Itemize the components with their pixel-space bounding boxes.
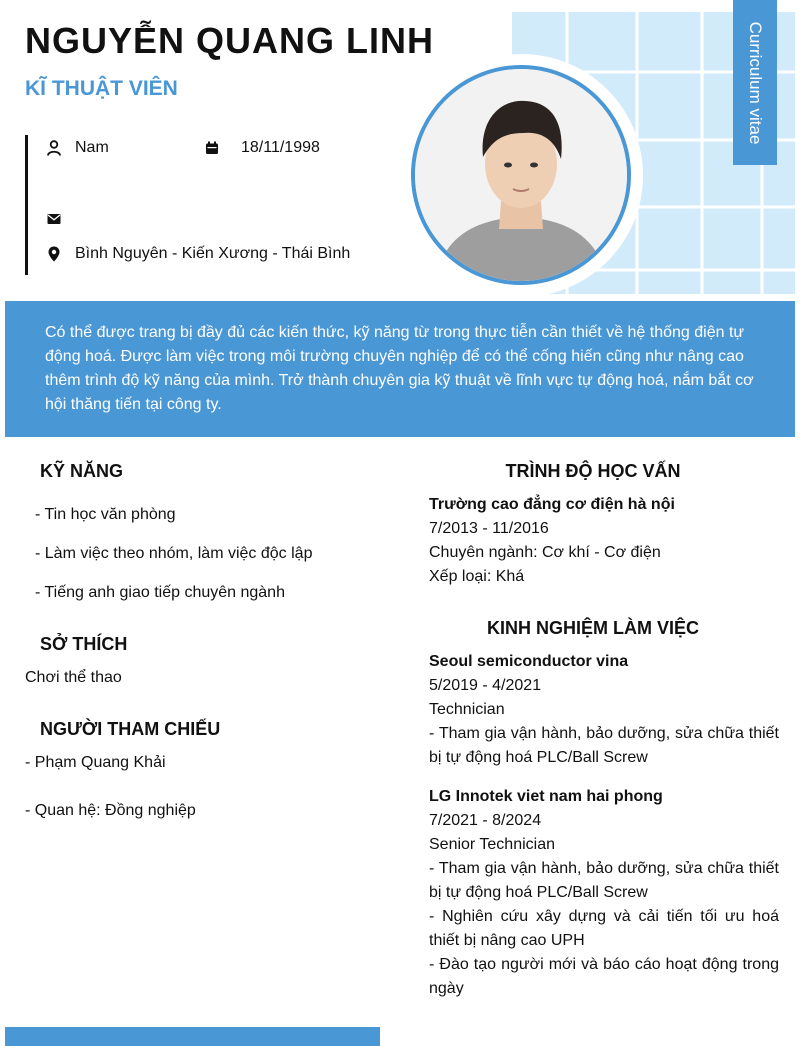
address-value: Bình Nguyên - Kiến Xương - Thái Bình — [75, 245, 351, 262]
job-duty: - Tham gia vận hành, bảo dưỡng, sửa chữa thiết bị tự động hoá PLC/Ball Screw — [429, 860, 779, 901]
job-period: 7/2021 - 8/2024 — [429, 812, 542, 829]
curriculum-vitae-label: Curriculum vitae — [746, 21, 765, 144]
education-school: Trường cao đẳng cơ điện hà nội — [429, 496, 675, 513]
job-duty: - Nghiên cứu xây dựng và cải tiến tối ưu hoá thiết bị nâng cao UPH — [429, 908, 779, 949]
calendar-icon — [203, 139, 221, 157]
hobbies-heading: SỞ THÍCH — [40, 634, 128, 654]
education-grade: Xếp loại: Khá — [429, 568, 525, 585]
skill-item: - Tiếng anh giao tiếp chuyên ngành — [35, 584, 285, 601]
birthdate-row — [203, 139, 320, 157]
reference-name: - Phạm Quang Khải — [25, 754, 166, 771]
curriculum-vitae-tab — [733, 0, 777, 165]
skill-item: - Làm việc theo nhóm, làm việc độc lập — [35, 545, 313, 562]
job-duty: - Đào tạo người mới và báo cáo hoạt động trong ngày — [429, 956, 779, 997]
map-pin-icon — [45, 245, 63, 263]
experience-heading: KINH NGHIỆM LÀM VIỆC — [486, 618, 699, 638]
email-row — [45, 210, 75, 228]
gender-row — [45, 139, 109, 157]
job-title: KĨ THUẬT VIÊN — [25, 77, 178, 100]
skills-heading: KỸ NĂNG — [40, 461, 124, 481]
profile-photo — [411, 65, 631, 285]
person-portrait-illustration — [415, 69, 627, 281]
education-heading: TRÌNH ĐỘ HỌC VẤN — [505, 461, 681, 481]
references-heading: NGƯỜI THAM CHIẾU — [40, 719, 221, 739]
info-divider — [25, 135, 28, 275]
hobbies-text: Chơi thể thao — [25, 669, 122, 686]
reference-relation: - Quan hệ: Đồng nghiệp — [25, 802, 196, 819]
gender-value: Nam — [75, 139, 109, 156]
career-objective-text: Có thể được trang bị đầy đủ các kiến thức, kỹ năng từ trong thực tiễn cần thiết về hệ thống điện tự động hoá. Được làm việc trong môi trường chuyên nghiệp để có thể cống hiến cũng như nâng cao thêm trình độ kỹ năng của mình. Trở thành chuyên gia kỹ thuật về lĩnh vực tự động hoá, nắm bắt cơ hội thăng tiến tại công ty. — [45, 324, 754, 413]
career-objective — [5, 301, 795, 437]
job-role: Senior Technician — [429, 836, 556, 853]
job-company: LG Innotek viet nam hai phong — [429, 788, 663, 805]
education-block — [429, 493, 779, 589]
person-icon — [45, 139, 63, 157]
job-duty: - Tham gia vận hành, bảo dưỡng, sửa chữa thiết bị tự động hoá PLC/Ball Screw — [429, 725, 779, 766]
job-entry — [429, 650, 779, 770]
education-period: 7/2013 - 11/2016 — [429, 520, 549, 537]
job-company: Seoul semiconductor vina — [429, 653, 629, 670]
skill-item: - Tin học văn phòng — [35, 506, 176, 523]
job-role: Technician — [429, 701, 505, 718]
job-entry — [429, 785, 779, 1001]
candidate-name: NGUYỄN QUANG LINH — [25, 20, 435, 61]
address-row — [45, 245, 350, 263]
envelope-icon — [45, 210, 63, 228]
birthdate-value: 18/11/1998 — [241, 139, 320, 156]
education-major: Chuyên ngành: Cơ khí - Cơ điện — [429, 544, 661, 561]
job-period: 5/2019 - 4/2021 — [429, 677, 542, 694]
footer-accent-bar — [5, 1027, 380, 1046]
